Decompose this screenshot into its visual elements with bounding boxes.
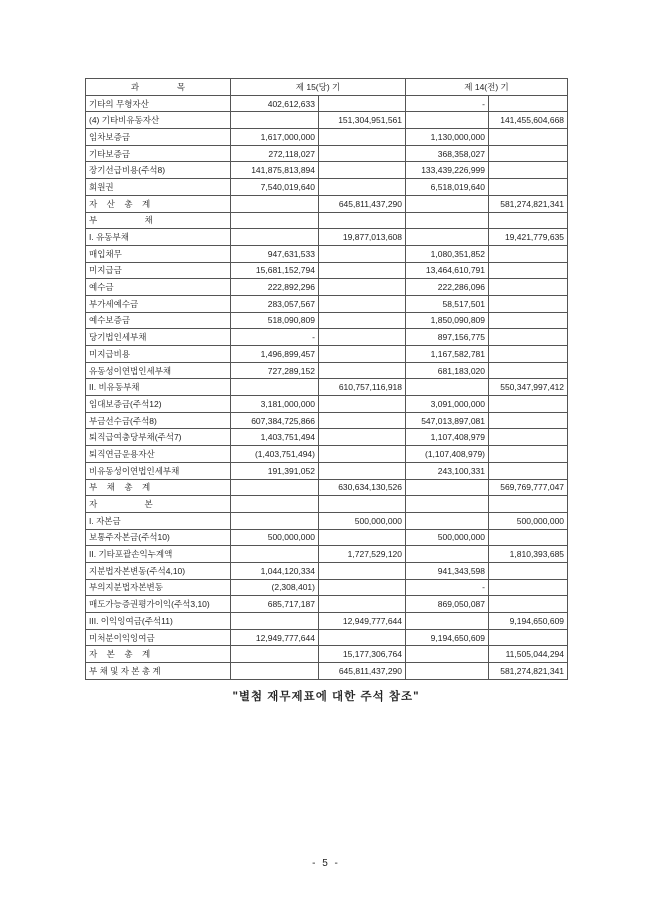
prior-detail-value (406, 379, 489, 396)
table-row (86, 462, 568, 479)
prior-total-value (489, 462, 568, 479)
prior-detail-value (406, 663, 489, 680)
current-detail-value: 1,044,120,334 (231, 562, 319, 579)
current-total-value: 500,000,000 (319, 512, 406, 529)
prior-detail-value: 547,013,897,081 (406, 412, 489, 429)
current-detail-value (231, 195, 319, 212)
account-label: III. 이익잉여금(주석11) (86, 613, 231, 630)
account-label: 예수금 (86, 279, 231, 296)
account-label: 예수보증금 (86, 312, 231, 329)
current-total-value: 610,757,116,918 (319, 379, 406, 396)
current-total-value (319, 95, 406, 112)
table-row (86, 629, 568, 646)
account-label: I. 자본금 (86, 512, 231, 529)
account-label: 부가세예수금 (86, 295, 231, 312)
table-row (86, 646, 568, 663)
prior-total-value (489, 429, 568, 446)
current-detail-value: 7,540,019,640 (231, 179, 319, 196)
header-account: 과 목 (86, 79, 231, 96)
current-total-value (319, 462, 406, 479)
table-row (86, 446, 568, 463)
current-detail-value (231, 613, 319, 630)
prior-detail-value: 681,183,020 (406, 362, 489, 379)
current-total-value: 151,304,951,561 (319, 112, 406, 129)
table-body (86, 95, 568, 679)
current-detail-value: 141,875,813,894 (231, 162, 319, 179)
current-detail-value: 272,118,027 (231, 145, 319, 162)
current-detail-value: 15,681,152,794 (231, 262, 319, 279)
current-total-value: 12,949,777,644 (319, 613, 406, 630)
prior-total-value (489, 362, 568, 379)
prior-detail-value: 3,091,000,000 (406, 396, 489, 413)
current-total-value: 645,811,437,290 (319, 195, 406, 212)
prior-detail-value: 9,194,650,609 (406, 629, 489, 646)
account-label: II. 비유동부채 (86, 379, 231, 396)
prior-total-value (489, 279, 568, 296)
prior-detail-value: 368,358,027 (406, 145, 489, 162)
table-row (86, 663, 568, 680)
account-label: 미지급금 (86, 262, 231, 279)
table-row (86, 613, 568, 630)
prior-total-value (489, 212, 568, 229)
table-row (86, 512, 568, 529)
prior-detail-value (406, 479, 489, 496)
prior-total-value (489, 162, 568, 179)
current-detail-value: 1,496,899,457 (231, 346, 319, 363)
current-total-value (319, 262, 406, 279)
current-total-value (319, 329, 406, 346)
table-row (86, 179, 568, 196)
prior-total-value: 569,769,777,047 (489, 479, 568, 496)
table-row (86, 329, 568, 346)
prior-detail-value: 6,518,019,640 (406, 179, 489, 196)
table-row (86, 129, 568, 146)
account-label: 보통주자본금(주석10) (86, 529, 231, 546)
header-prior-period: 제 14(전) 기 (406, 79, 568, 96)
current-total-value (319, 129, 406, 146)
prior-total-value (489, 262, 568, 279)
current-detail-value: 685,717,187 (231, 596, 319, 613)
balance-sheet-table (85, 78, 568, 680)
current-detail-value: 518,090,809 (231, 312, 319, 329)
current-total-value (319, 496, 406, 513)
table-row (86, 162, 568, 179)
page-number: - 5 - (312, 858, 340, 869)
current-detail-value: 1,617,000,000 (231, 129, 319, 146)
prior-detail-value: 13,464,610,791 (406, 262, 489, 279)
account-label: 부 채 및 자 본 총 계 (86, 663, 231, 680)
prior-detail-value: 243,100,331 (406, 462, 489, 479)
account-label: 퇴직급여충당부채(주석7) (86, 429, 231, 446)
table-row (86, 212, 568, 229)
account-label: I. 유동부채 (86, 229, 231, 246)
prior-total-value (489, 446, 568, 463)
prior-total-value (489, 245, 568, 262)
current-total-value (319, 245, 406, 262)
table-row (86, 429, 568, 446)
prior-total-value (489, 562, 568, 579)
prior-detail-value (406, 613, 489, 630)
current-total-value (319, 562, 406, 579)
account-label: 부의지분법자본변동 (86, 579, 231, 596)
prior-detail-value: 897,156,775 (406, 329, 489, 346)
table-row (86, 529, 568, 546)
current-detail-value: - (231, 329, 319, 346)
current-total-value (319, 179, 406, 196)
current-detail-value: 191,391,052 (231, 462, 319, 479)
account-label: 자 산 총 계 (86, 195, 231, 212)
prior-detail-value (406, 229, 489, 246)
prior-total-value (489, 145, 568, 162)
header-current-period: 제 15(당) 기 (231, 79, 406, 96)
prior-detail-value: 1,850,090,809 (406, 312, 489, 329)
table-row (86, 245, 568, 262)
prior-detail-value: 500,000,000 (406, 529, 489, 546)
current-detail-value: 3,181,000,000 (231, 396, 319, 413)
prior-total-value (489, 412, 568, 429)
account-label: 매입채무 (86, 245, 231, 262)
prior-total-value: 550,347,997,412 (489, 379, 568, 396)
table-row (86, 279, 568, 296)
prior-total-value: 19,421,779,635 (489, 229, 568, 246)
prior-detail-value: 869,050,087 (406, 596, 489, 613)
current-total-value: 630,634,130,526 (319, 479, 406, 496)
current-detail-value: 1,403,751,494 (231, 429, 319, 446)
prior-total-value (489, 129, 568, 146)
prior-detail-value: - (406, 95, 489, 112)
table-row (86, 295, 568, 312)
account-label: (4) 기타비유동자산 (86, 112, 231, 129)
account-label: 자 본 총 계 (86, 646, 231, 663)
current-detail-value: 283,057,567 (231, 295, 319, 312)
current-detail-value (231, 546, 319, 563)
current-detail-value (231, 663, 319, 680)
prior-total-value: 141,455,604,668 (489, 112, 568, 129)
account-label: 기타보증금 (86, 145, 231, 162)
account-label: 부금선수금(주석8) (86, 412, 231, 429)
account-label: 기타의 무형자산 (86, 95, 231, 112)
account-label: 부 채 총 계 (86, 479, 231, 496)
account-label: 지분법자본변동(주석4,10) (86, 562, 231, 579)
table-row (86, 546, 568, 563)
account-label: 자 본 (86, 496, 231, 513)
table-header-row (86, 79, 568, 96)
current-total-value (319, 346, 406, 363)
current-total-value (319, 396, 406, 413)
table-row (86, 312, 568, 329)
prior-total-value (489, 396, 568, 413)
current-total-value: 1,727,529,120 (319, 546, 406, 563)
prior-detail-value (406, 512, 489, 529)
table-row (86, 579, 568, 596)
prior-detail-value: (1,107,408,979) (406, 446, 489, 463)
prior-detail-value (406, 212, 489, 229)
prior-total-value: 581,274,821,341 (489, 663, 568, 680)
table-row (86, 95, 568, 112)
prior-detail-value (406, 646, 489, 663)
prior-detail-value (406, 112, 489, 129)
current-detail-value: 947,631,533 (231, 245, 319, 262)
prior-total-value: 581,274,821,341 (489, 195, 568, 212)
prior-total-value (489, 596, 568, 613)
prior-total-value (489, 95, 568, 112)
current-total-value (319, 212, 406, 229)
current-detail-value: 222,892,296 (231, 279, 319, 296)
account-label: II. 기타포괄손익누계액 (86, 546, 231, 563)
prior-detail-value: 1,080,351,852 (406, 245, 489, 262)
current-total-value (319, 412, 406, 429)
account-label: 장기선급비용(주석8) (86, 162, 231, 179)
table-row (86, 346, 568, 363)
table-row (86, 412, 568, 429)
current-total-value (319, 145, 406, 162)
current-total-value (319, 596, 406, 613)
account-label: 임차보증금 (86, 129, 231, 146)
prior-total-value: 9,194,650,609 (489, 613, 568, 630)
account-label: 유동성이연법인세부채 (86, 362, 231, 379)
account-label: 매도가능증권평가이익(주석3,10) (86, 596, 231, 613)
prior-total-value (489, 529, 568, 546)
account-label: 미처분이익잉여금 (86, 629, 231, 646)
prior-total-value (489, 329, 568, 346)
prior-total-value: 500,000,000 (489, 512, 568, 529)
prior-total-value (489, 496, 568, 513)
prior-total-value (489, 179, 568, 196)
account-label: 임대보증금(주석12) (86, 396, 231, 413)
footnote: "별첨 재무제표에 대한 주석 참조" (232, 691, 420, 703)
prior-detail-value: 1,107,408,979 (406, 429, 489, 446)
current-total-value: 19,877,013,608 (319, 229, 406, 246)
prior-detail-value: 1,167,582,781 (406, 346, 489, 363)
prior-detail-value: 133,439,226,999 (406, 162, 489, 179)
table-row (86, 362, 568, 379)
current-detail-value: 500,000,000 (231, 529, 319, 546)
current-total-value (319, 629, 406, 646)
prior-total-value (489, 346, 568, 363)
account-label: 당기법인세부채 (86, 329, 231, 346)
current-total-value (319, 529, 406, 546)
current-total-value: 645,811,437,290 (319, 663, 406, 680)
current-detail-value (231, 112, 319, 129)
prior-detail-value: 58,517,501 (406, 295, 489, 312)
table-row (86, 379, 568, 396)
current-detail-value (231, 512, 319, 529)
current-detail-value (231, 479, 319, 496)
prior-total-value: 1,810,393,685 (489, 546, 568, 563)
prior-detail-value (406, 195, 489, 212)
current-detail-value: 727,289,152 (231, 362, 319, 379)
account-label: 퇴직연금운용자산 (86, 446, 231, 463)
current-detail-value: (1,403,751,494) (231, 446, 319, 463)
prior-total-value (489, 579, 568, 596)
table-row (86, 262, 568, 279)
prior-total-value (489, 629, 568, 646)
current-total-value (319, 295, 406, 312)
current-total-value (319, 446, 406, 463)
table-row (86, 479, 568, 496)
current-total-value (319, 579, 406, 596)
table-row (86, 112, 568, 129)
current-detail-value (231, 379, 319, 396)
table-row (86, 195, 568, 212)
current-detail-value (231, 496, 319, 513)
account-label: 미지급비용 (86, 346, 231, 363)
account-label: 회원권 (86, 179, 231, 196)
prior-detail-value: - (406, 579, 489, 596)
current-total-value (319, 162, 406, 179)
table-row (86, 496, 568, 513)
prior-detail-value: 1,130,000,000 (406, 129, 489, 146)
current-total-value: 15,177,306,764 (319, 646, 406, 663)
current-total-value (319, 279, 406, 296)
prior-total-value (489, 312, 568, 329)
prior-detail-value (406, 496, 489, 513)
table-row (86, 229, 568, 246)
table-row (86, 396, 568, 413)
current-total-value (319, 312, 406, 329)
current-detail-value: 607,384,725,866 (231, 412, 319, 429)
prior-total-value: 11,505,044,294 (489, 646, 568, 663)
prior-detail-value (406, 546, 489, 563)
current-detail-value: 402,612,633 (231, 95, 319, 112)
current-detail-value: (2,308,401) (231, 579, 319, 596)
current-detail-value (231, 646, 319, 663)
table-row (86, 562, 568, 579)
prior-detail-value: 941,343,598 (406, 562, 489, 579)
account-label: 부 채 (86, 212, 231, 229)
current-detail-value (231, 229, 319, 246)
prior-detail-value: 222,286,096 (406, 279, 489, 296)
current-detail-value (231, 212, 319, 229)
table-row (86, 145, 568, 162)
current-total-value (319, 362, 406, 379)
table-row (86, 596, 568, 613)
current-total-value (319, 429, 406, 446)
prior-total-value (489, 295, 568, 312)
current-detail-value: 12,949,777,644 (231, 629, 319, 646)
account-label: 비유동성이연법인세부채 (86, 462, 231, 479)
